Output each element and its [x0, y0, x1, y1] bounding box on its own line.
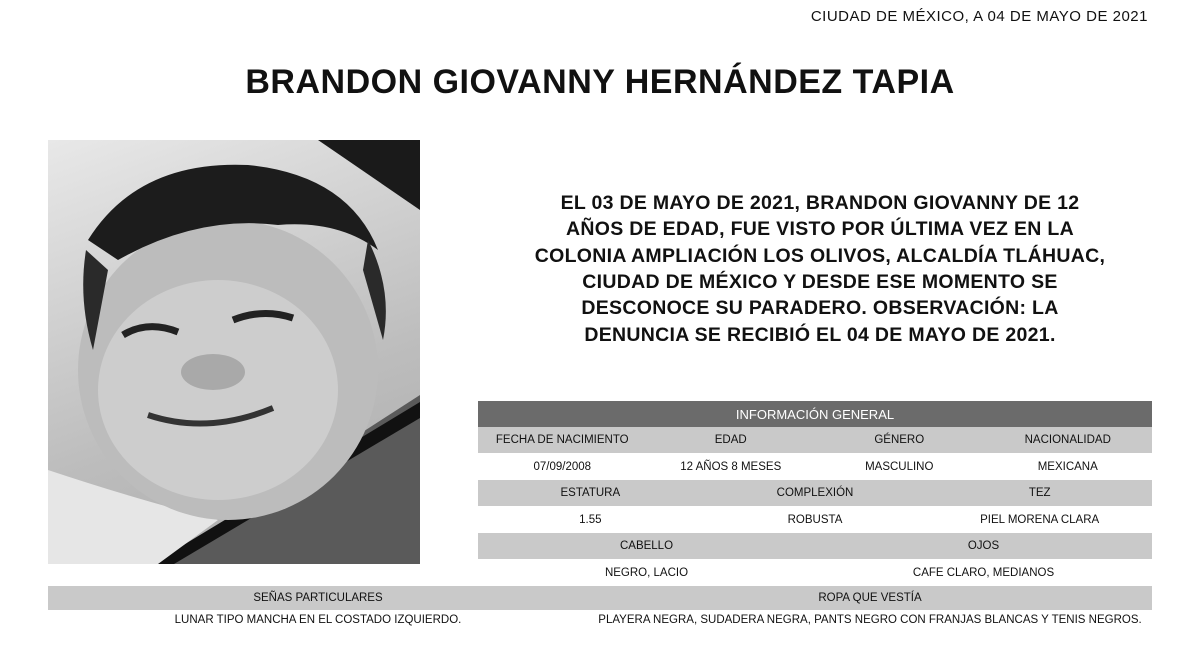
label-hair: CABELLO	[619, 540, 674, 552]
value-hair: NEGRO, LACIO	[604, 566, 689, 579]
label-complexion: TEZ	[1028, 487, 1051, 499]
general-info-header: INFORMACIÓN GENERAL	[478, 401, 1152, 427]
info-value-row	[478, 559, 1152, 586]
narrative-line: AÑOS DE EDAD, FUE VISTO POR ÚLTIMA VEZ EN LA	[566, 218, 1074, 241]
narrative-line: DESCONOCE SU PARADERO. OBSERVACIÓN: LA	[581, 297, 1059, 320]
narrative-line: CIUDAD DE MÉXICO Y DESDE ESE MOMENTO SE	[582, 270, 1058, 293]
value-age: 12 AÑOS 8 MESES	[680, 460, 782, 473]
general-info-table	[478, 401, 1152, 586]
info-label-row	[478, 427, 1152, 453]
label-clothing: ROPA QUE VESTÍA	[818, 592, 922, 604]
bottom-value-row	[48, 610, 1152, 627]
label-gender: GÉNERO	[874, 434, 925, 446]
value-birth-date: 07/09/2008	[533, 460, 592, 473]
photo-illustration	[48, 140, 420, 564]
value-complexion: PIEL MORENA CLARA	[980, 513, 1100, 526]
value-gender: MASCULINO	[865, 460, 934, 473]
disappearance-narrative	[490, 190, 1150, 348]
value-nationality: MEXICANA	[1037, 460, 1098, 473]
info-value-row	[478, 506, 1152, 533]
label-birth-date: FECHA DE NACIMIENTO	[495, 434, 629, 446]
bottom-label-row	[48, 586, 1152, 610]
value-height: 1.55	[579, 513, 602, 526]
narrative-line: COLONIA AMPLIACIÓN LOS OLIVOS, ALCALDÍA TLÁHUAC,	[534, 244, 1106, 267]
label-distinguishing-marks: SEÑAS PARTICULARES	[253, 592, 383, 604]
narrative-line: DENUNCIA SE RECIBIÓ EL 04 DE MAYO DE 2021.	[584, 323, 1056, 346]
label-age: EDAD	[714, 434, 747, 446]
label-nationality: NACIONALIDAD	[1024, 434, 1111, 446]
person-name-title: BRANDON GIOVANNY HERNÁNDEZ TAPIA	[245, 63, 955, 101]
narrative-line: EL 03 DE MAYO DE 2021, BRANDON GIOVANNY DE 12	[560, 192, 1080, 214]
value-eyes: CAFE CLARO, MEDIANOS	[912, 566, 1055, 579]
info-label-row	[478, 533, 1152, 559]
value-build: ROBUSTA	[787, 513, 843, 526]
value-distinguishing-marks: LUNAR TIPO MANCHA EN EL COSTADO IZQUIERDO.	[174, 614, 462, 626]
value-clothing: PLAYERA NEGRA, SUDADERA NEGRA, PANTS NEGRO CON FRANJAS BLANCAS Y TENIS NEGROS.	[598, 614, 1142, 626]
info-label-row	[478, 480, 1152, 506]
label-build: COMPLEXIÓN	[776, 487, 854, 499]
date-line: CIUDAD DE MÉXICO, A 04 DE MAYO DE 2021	[810, 8, 1148, 25]
info-value-row	[478, 453, 1152, 480]
marks-and-clothing-table	[48, 586, 1152, 627]
label-height: ESTATURA	[560, 487, 621, 499]
person-photo	[48, 140, 420, 564]
label-eyes: OJOS	[967, 540, 1000, 552]
